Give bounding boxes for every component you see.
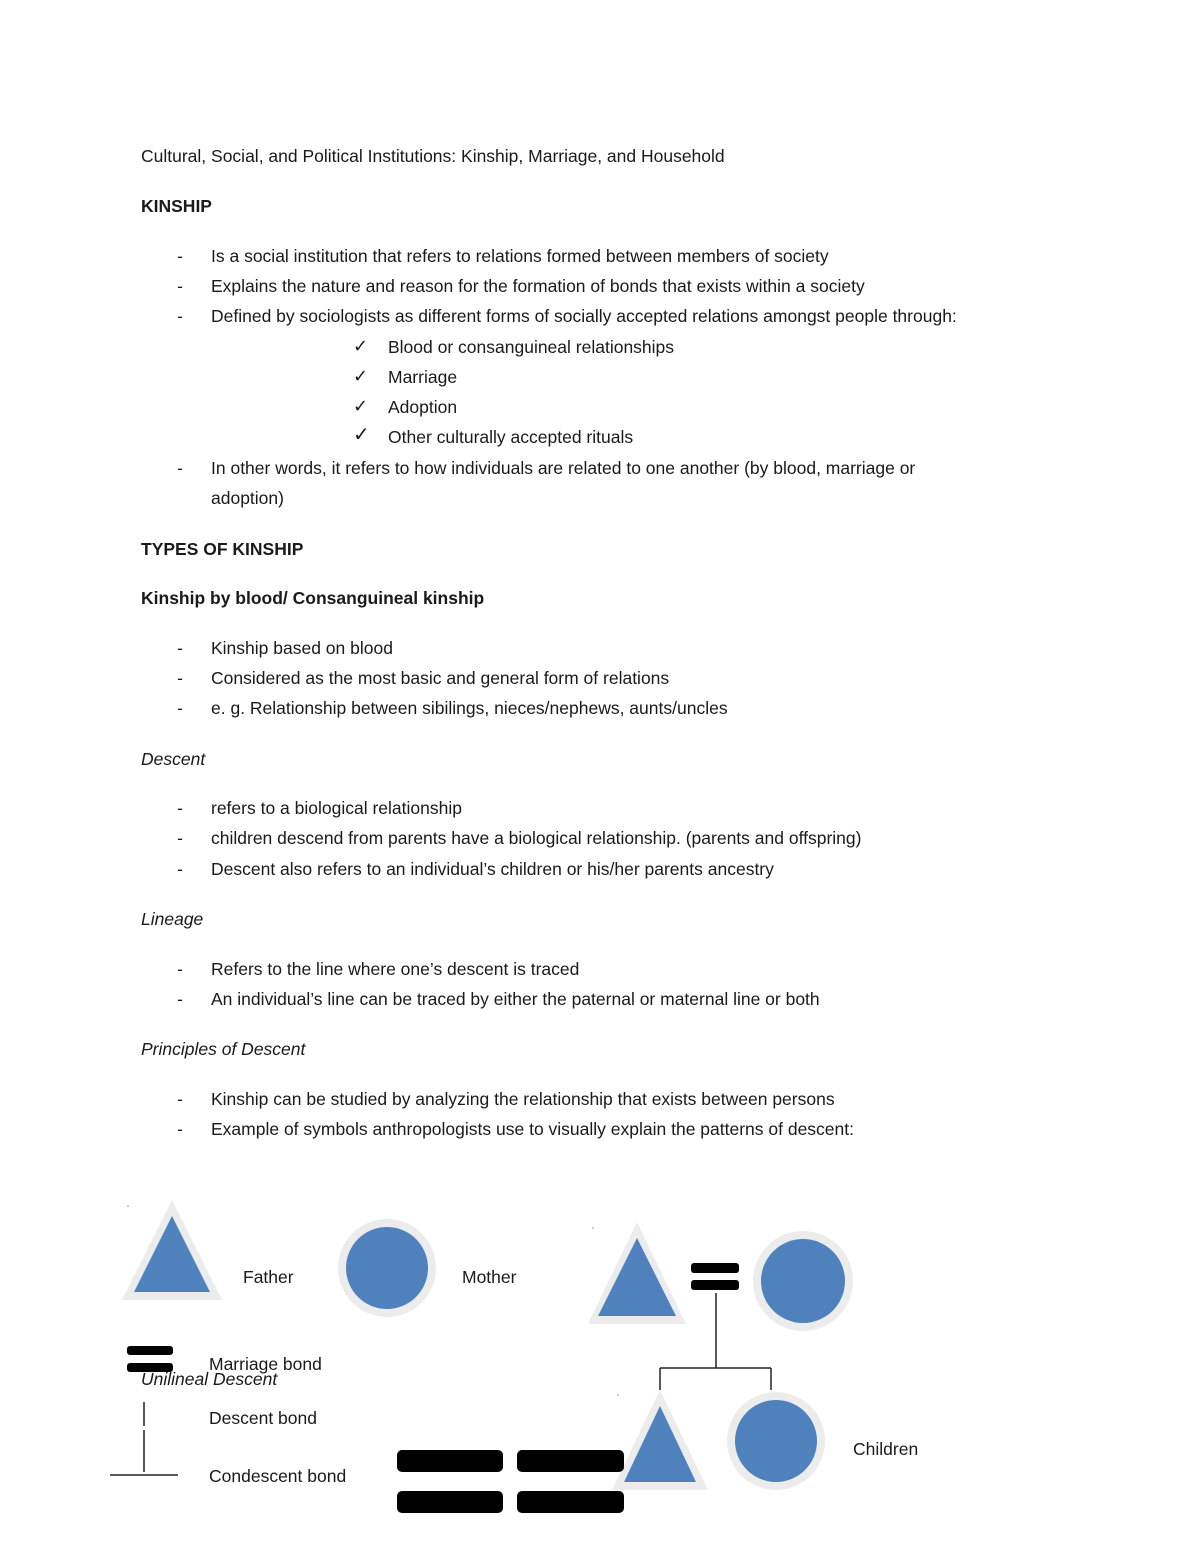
bullet-dash: -: [177, 1119, 183, 1139]
children-label: Children: [853, 1439, 919, 1459]
check-item-2: Marriage: [388, 367, 458, 387]
descent-bullet-1: refers to a biological relationship: [211, 798, 462, 818]
bullet-dash: -: [177, 306, 183, 326]
unilineal-descent-label: Unilineal Descent: [141, 1369, 278, 1389]
principles-heading: Principles of Descent: [141, 1039, 306, 1059]
lineage-heading: Lineage: [141, 909, 204, 929]
couple-triangle: [598, 1238, 676, 1316]
types-heading: TYPES OF KINSHIP: [141, 539, 304, 559]
lineage-bullet-2: An individual’s line can be traced by either the paternal or maternal line or both: [211, 989, 820, 1009]
bullet-dash: -: [177, 458, 183, 478]
descent-bullet-2: children descend from parents have a biological relationship. (parents and offspring): [211, 828, 862, 848]
child-circle: [735, 1400, 817, 1482]
marriage-bond-bar-top: [691, 1263, 739, 1273]
kinship-bullet-3: Defined by sociologists as different forms of socially accepted relations amongst people through:: [211, 306, 957, 326]
legend-marriage-bar-top: [127, 1346, 173, 1355]
kinship-bullet-1: Is a social institution that refers to relations formed between members of society: [211, 246, 829, 266]
kinship-bullet-2: Explains the nature and reason for the formation of bonds that exists within a society: [211, 276, 865, 296]
check-item-4: Other culturally accepted rituals: [388, 427, 634, 447]
kinship-symbols-diagram: [0, 1180, 1200, 1553]
descent-heading: Descent: [141, 749, 206, 769]
bullet-dash: -: [177, 276, 183, 296]
blood-bullet-2: Considered as the most basic and general form of relations: [211, 668, 670, 688]
kinship-bullet-4-line1: In other words, it refers to how individuals are related to one another (by blood, marriage or: [211, 458, 916, 478]
checkmark-icon: ✓: [353, 396, 369, 416]
large-bar-2: [397, 1491, 503, 1513]
bullet-dash: -: [177, 638, 183, 658]
mother-circle: [346, 1227, 428, 1309]
principles-bullet-2: Example of symbols anthropologists use to visually explain the patterns of descent:: [211, 1119, 854, 1139]
marriage-bond-label: Marriage bond: [209, 1354, 322, 1374]
bullet-dash: -: [177, 828, 183, 848]
bullet-dash: -: [177, 246, 183, 266]
mother-label: Mother: [462, 1267, 517, 1287]
large-bar-1: [397, 1450, 503, 1472]
couple-circle: [761, 1239, 845, 1323]
checkmark-icon: ✓: [353, 424, 370, 446]
large-bar-3: [517, 1450, 624, 1472]
bullet-dash: -: [177, 798, 183, 818]
bullet-dash: -: [177, 698, 183, 718]
lineage-bullet-1: Refers to the line where one’s descent is traced: [211, 959, 580, 979]
marriage-bond-bar-bottom: [691, 1280, 739, 1290]
blood-bullet-3: e. g. Relationship between sibilings, nieces/nephews, aunts/uncles: [211, 698, 728, 718]
descent-bond-label: Descent bond: [209, 1408, 317, 1428]
checkmark-icon: ✓: [353, 336, 369, 356]
kinship-heading: KINSHIP: [141, 196, 212, 216]
bullet-dash: -: [177, 668, 183, 688]
large-bar-4: [517, 1491, 624, 1513]
check-item-1: Blood or consanguineal relationships: [388, 337, 675, 357]
bullet-dash: -: [177, 959, 183, 979]
blood-kinship-heading: Kinship by blood/ Consanguineal kinship: [141, 588, 485, 608]
bullet-dash: -: [177, 989, 183, 1009]
descent-bullet-3: Descent also refers to an individual’s children or his/her parents ancestry: [211, 859, 774, 879]
blood-bullet-1: Kinship based on blood: [211, 638, 393, 658]
document-title: Cultural, Social, and Political Institutions: Kinship, Marriage, and Household: [141, 146, 725, 166]
principles-bullet-1: Kinship can be studied by analyzing the relationship that exists between persons: [211, 1089, 835, 1109]
bullet-dash: -: [177, 859, 183, 879]
bullet-dash: -: [177, 1089, 183, 1109]
checkmark-icon: ✓: [353, 366, 369, 386]
father-label: Father: [243, 1267, 294, 1287]
kinship-bullet-4-line2: adoption): [211, 488, 284, 508]
check-item-3: Adoption: [388, 397, 458, 417]
condescent-bond-label: Condescent bond: [209, 1466, 347, 1486]
